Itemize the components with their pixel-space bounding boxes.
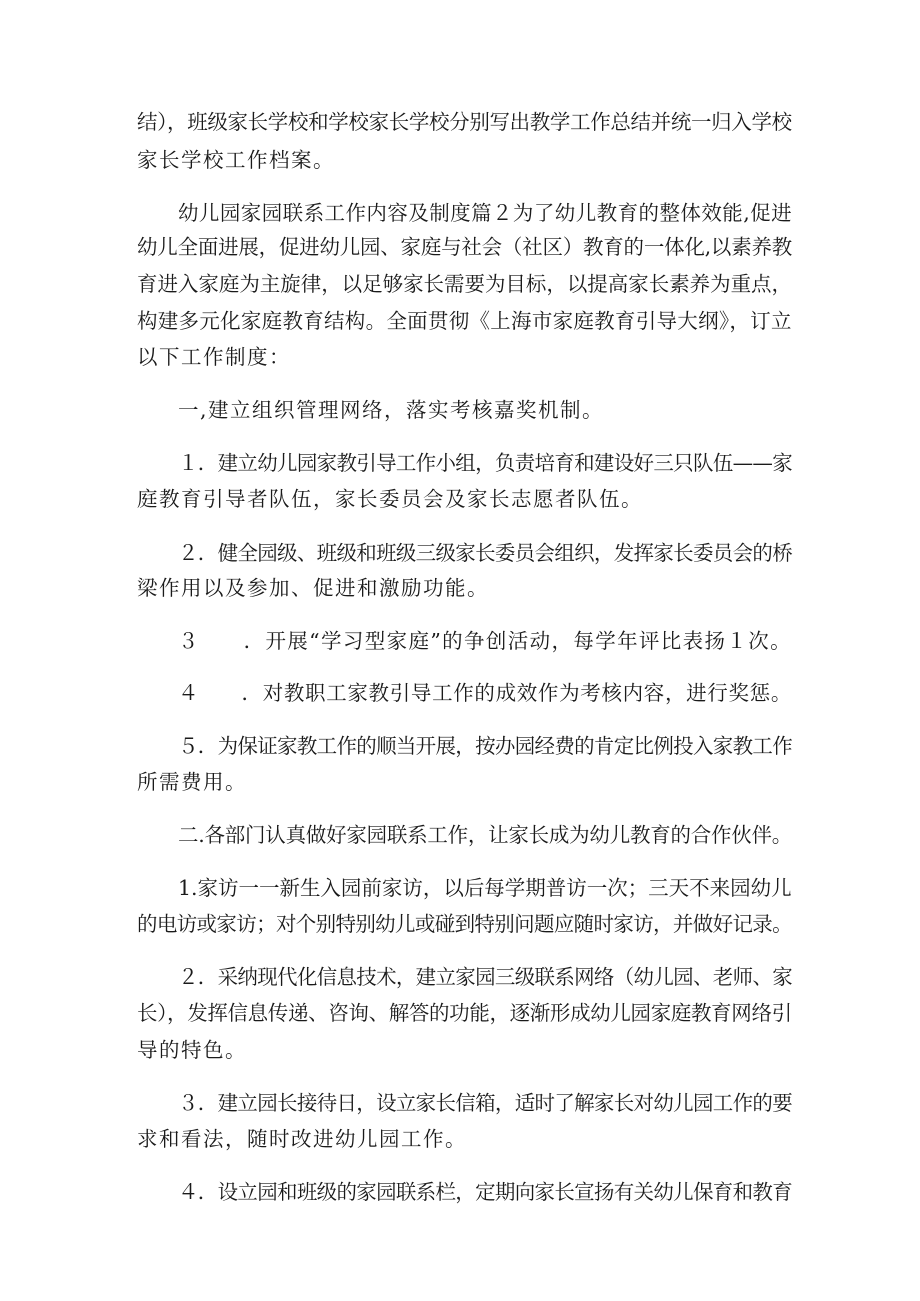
text-line: 的电访或家访；对个别特别幼儿或碰到特别问题应随时家访，并做好记录。: [137, 912, 792, 936]
text-line: ３．建立园长接待日，设立家长信箱，适时了解家长对幼儿园工作的要: [178, 1091, 792, 1115]
text-line: １．建立幼儿园家教引导工作小组，负责培育和建设好三只队伍——家: [178, 451, 792, 475]
text-line: 以下工作制度：: [137, 345, 291, 369]
text-line: 育进入家庭为主旋律，以足够家长需要为目标，以提高家长素养为重点，: [137, 272, 792, 296]
text-line: ２．采纳现代化信息技术，建立家园三级联系网络（幼儿园、老师、家: [178, 965, 792, 989]
text-line: 梁作用以及参加、促进和激励功能。: [137, 576, 489, 600]
text-line: 庭教育引导者队伍，家长委员会及家长志愿者队伍。: [137, 487, 643, 511]
text-line: 幼儿全面进展，促进幼儿园、家庭与社会（社区）教育的一体化,以素养教: [137, 235, 793, 259]
text-line: ５．为保证家教工作的顺当开展，按办园经费的肯定比例投入家教工作: [178, 734, 792, 758]
text-line: 1.家访一一新生入园前家访，以后每学期普访一次；三天不来园幼儿: [178, 876, 792, 900]
text-line: 家长学校工作档案。: [137, 148, 335, 172]
text-line: 幼儿园家园联系工作内容及制度篇２为了幼儿教育的整体效能,促进: [178, 201, 793, 225]
text-line: 二.各部门认真做好家园联系工作，让家长成为幼儿教育的合作伙伴。: [178, 823, 793, 847]
text-line: 结），班级家长学校和学校家长学校分别写出教学工作总结并统一归入学校: [137, 110, 792, 134]
text-line: ４．设立园和班级的家园联系栏，定期向家长宣扬有关幼儿保育和教育: [178, 1180, 792, 1204]
text-line: 导的特色。: [137, 1038, 247, 1062]
text-line: 长），发挥信息传递、咨询、解答的功能，逐渐形成幼儿园家庭教育网络引: [137, 1001, 792, 1025]
text-line: ４ ．对教职工家教引导工作的成效作为考核内容，进行奖惩。: [178, 681, 792, 705]
text-line: 所需费用。: [137, 770, 247, 794]
text-line: ３ ．开展“学习型家庭”的争创活动，每学年评比表扬１次。: [178, 629, 792, 653]
text-line: 求和看法，随时改进幼儿园工作。: [137, 1127, 467, 1151]
text-line: ２．健全园级、班级和班级三级家长委员会组织，发挥家长委员会的桥: [178, 541, 792, 565]
text-line: 构建多元化家庭教育结构。全面贯彻《上海市家庭教育引导大纲》，订立: [137, 309, 792, 333]
text-line: 一,建立组织管理网络，落实考核嘉奖机制。: [178, 398, 605, 422]
